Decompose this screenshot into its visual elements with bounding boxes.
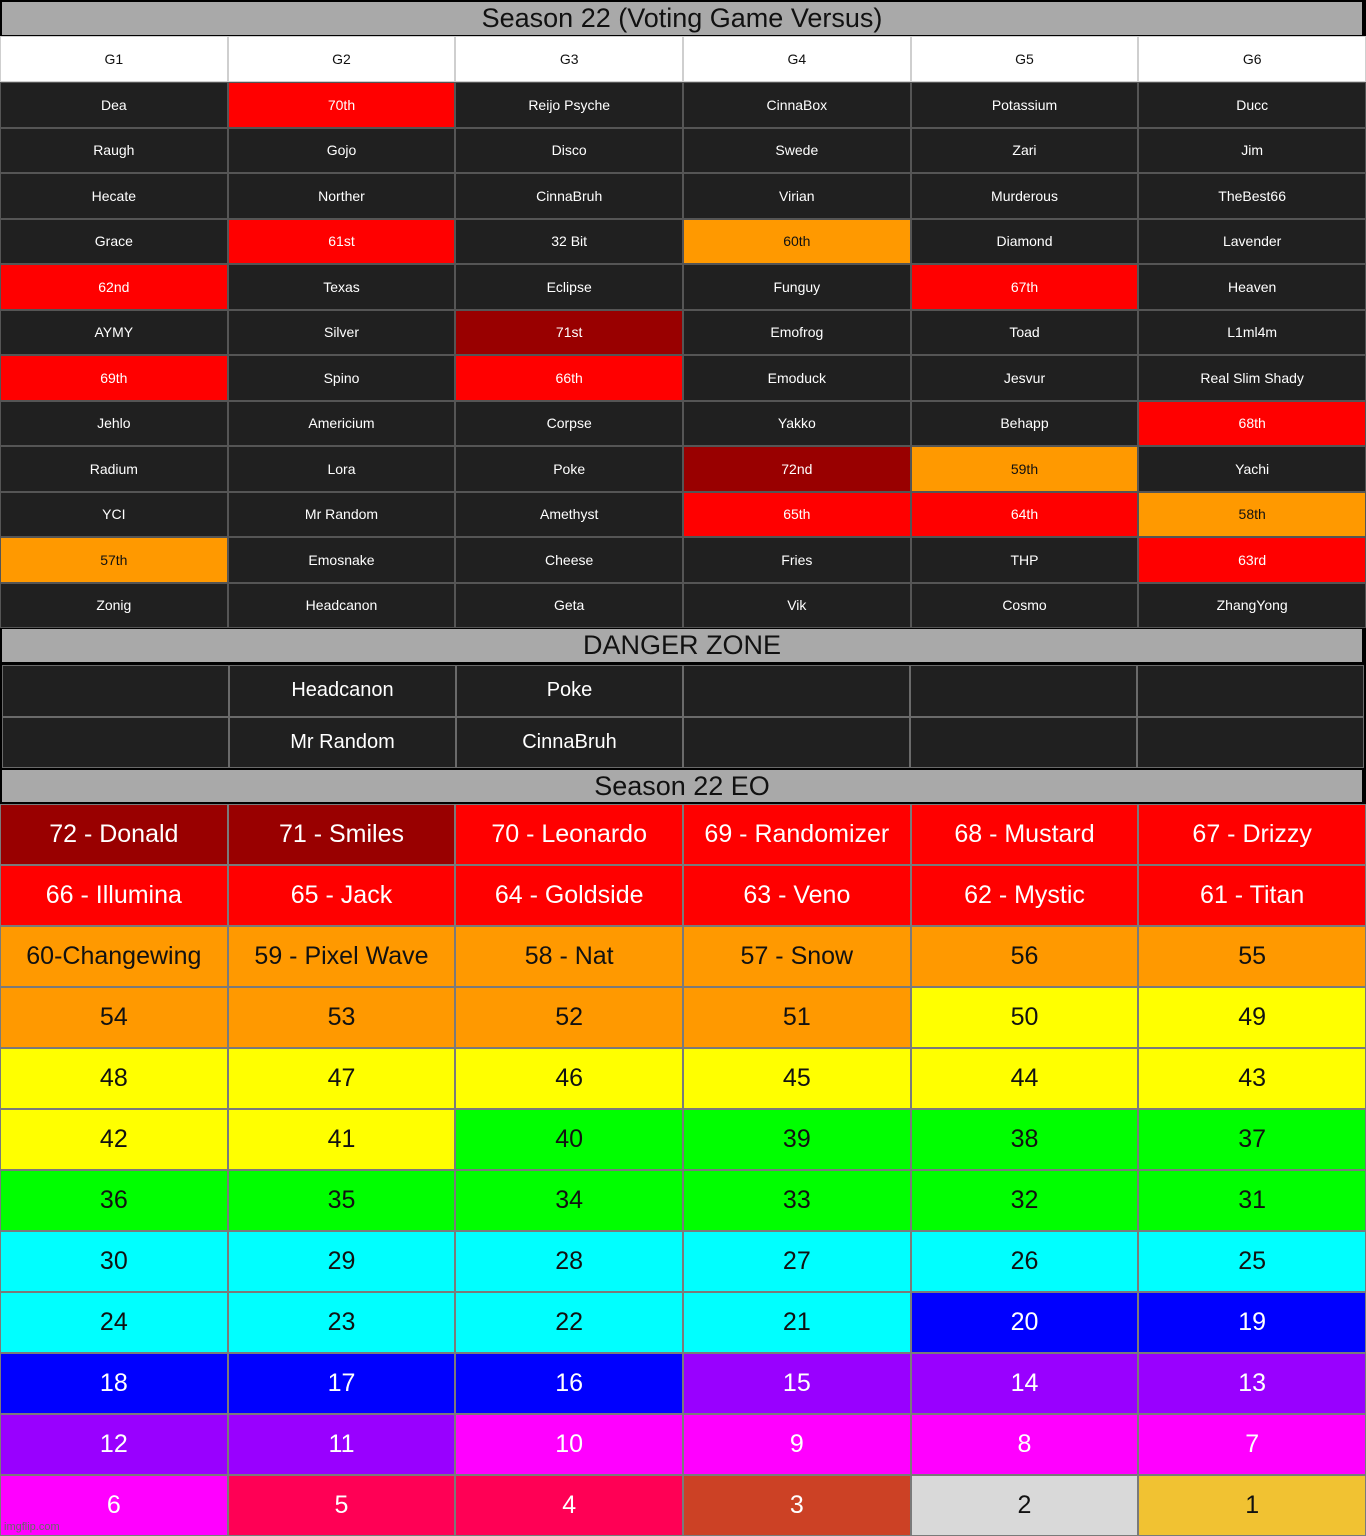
eo-cell: 15: [683, 1353, 911, 1414]
player-cell: 63rd: [1138, 537, 1366, 583]
column-header: G6: [1138, 36, 1366, 82]
eo-cell: 71 - Smiles: [228, 804, 456, 865]
player-cell: Headcanon: [228, 583, 456, 629]
eo-cell: 60-Changewing: [0, 926, 228, 987]
player-cell: Ducc: [1138, 82, 1366, 128]
player-cell: Amethyst: [455, 492, 683, 538]
column-header: G4: [683, 36, 911, 82]
player-cell: Radium: [0, 446, 228, 492]
player-cell: Fries: [683, 537, 911, 583]
player-cell: Heaven: [1138, 264, 1366, 310]
eo-cell: 51: [683, 987, 911, 1048]
player-cell: 60th: [683, 219, 911, 265]
danger-zone-cell: [683, 717, 910, 769]
eo-cell: 53: [228, 987, 456, 1048]
player-cell: Jesvur: [911, 355, 1139, 401]
danger-zone-cell: [683, 665, 910, 717]
eo-cell: 4: [455, 1475, 683, 1536]
eo-cell: 6: [0, 1475, 228, 1536]
eo-title: Season 22 EO: [1, 769, 1363, 803]
eo-cell: 63 - Veno: [683, 865, 911, 926]
player-cell: Diamond: [911, 219, 1139, 265]
eo-cell: 41: [228, 1109, 456, 1170]
eo-cell: 40: [455, 1109, 683, 1170]
eo-cell: 49: [1138, 987, 1366, 1048]
player-cell: Swede: [683, 128, 911, 174]
player-cell: 70th: [228, 82, 456, 128]
watermark: imgflip.com: [4, 1521, 60, 1533]
eo-cell: 47: [228, 1048, 456, 1109]
eo-cell: 17: [228, 1353, 456, 1414]
player-cell: Norther: [228, 173, 456, 219]
eo-table: [0, 804, 1366, 1536]
eo-cell: 21: [683, 1292, 911, 1353]
eo-cell: 58 - Nat: [455, 926, 683, 987]
eo-cell: 42: [0, 1109, 228, 1170]
player-cell: 69th: [0, 355, 228, 401]
eo-cell: 70 - Leonardo: [455, 804, 683, 865]
eo-cell: 8: [911, 1414, 1139, 1475]
eo-cell: 66 - Illumina: [0, 865, 228, 926]
player-cell: Zari: [911, 128, 1139, 174]
eo-cell: 22: [455, 1292, 683, 1353]
danger-zone-table: [2, 665, 1364, 768]
eo-cell: 44: [911, 1048, 1139, 1109]
player-cell: 66th: [455, 355, 683, 401]
column-header: G5: [911, 36, 1139, 82]
eo-cell: 9: [683, 1414, 911, 1475]
player-cell: Yachi: [1138, 446, 1366, 492]
eo-cell: 11: [228, 1414, 456, 1475]
danger-zone-cell: [2, 717, 229, 769]
eo-cell: 57 - Snow: [683, 926, 911, 987]
player-cell: THP: [911, 537, 1139, 583]
eo-cell: 68 - Mustard: [911, 804, 1139, 865]
player-cell: 59th: [911, 446, 1139, 492]
player-cell: 62nd: [0, 264, 228, 310]
player-cell: 68th: [1138, 401, 1366, 447]
player-cell: Jim: [1138, 128, 1366, 174]
eo-cell: 39: [683, 1109, 911, 1170]
column-header-row: [0, 36, 1366, 82]
eo-cell: 1: [1138, 1475, 1366, 1536]
player-cell: 64th: [911, 492, 1139, 538]
eo-cell: 29: [228, 1231, 456, 1292]
eo-cell: 55: [1138, 926, 1366, 987]
player-cell: Potassium: [911, 82, 1139, 128]
player-cell: Yakko: [683, 401, 911, 447]
eo-cell: 24: [0, 1292, 228, 1353]
player-cell: 72nd: [683, 446, 911, 492]
player-cell: Americium: [228, 401, 456, 447]
player-cell: YCI: [0, 492, 228, 538]
player-cell: Hecate: [0, 173, 228, 219]
danger-zone-cell: CinnaBruh: [456, 717, 683, 769]
player-cell: Jehlo: [0, 401, 228, 447]
danger-zone-cell: Headcanon: [229, 665, 456, 717]
eo-cell: 48: [0, 1048, 228, 1109]
eo-cell: 64 - Goldside: [455, 865, 683, 926]
danger-zone-cell: Mr Random: [229, 717, 456, 769]
eo-cell: 46: [455, 1048, 683, 1109]
player-cell: Lora: [228, 446, 456, 492]
player-cell: 61st: [228, 219, 456, 265]
player-cell: Geta: [455, 583, 683, 629]
player-cell: Virian: [683, 173, 911, 219]
eo-cell: 65 - Jack: [228, 865, 456, 926]
player-cell: Corpse: [455, 401, 683, 447]
eo-cell: 52: [455, 987, 683, 1048]
danger-zone-cell: [910, 665, 1137, 717]
danger-zone-cell: Poke: [456, 665, 683, 717]
eo-cell: 13: [1138, 1353, 1366, 1414]
eo-cell: 26: [911, 1231, 1139, 1292]
player-cell: 58th: [1138, 492, 1366, 538]
eo-cell: 69 - Randomizer: [683, 804, 911, 865]
player-cell: ZhangYong: [1138, 583, 1366, 629]
player-cell: Reijo Psyche: [455, 82, 683, 128]
player-cell: Behapp: [911, 401, 1139, 447]
eo-cell: 50: [911, 987, 1139, 1048]
player-cell: Spino: [228, 355, 456, 401]
player-cell: Silver: [228, 310, 456, 356]
player-cell: Texas: [228, 264, 456, 310]
eo-cell: 10: [455, 1414, 683, 1475]
player-cell: Gojo: [228, 128, 456, 174]
eo-cell: 20: [911, 1292, 1139, 1353]
eo-cell: 45: [683, 1048, 911, 1109]
eo-cell: 34: [455, 1170, 683, 1231]
danger-zone-cell: [1137, 665, 1364, 717]
player-cell: Funguy: [683, 264, 911, 310]
eo-cell: 32: [911, 1170, 1139, 1231]
eo-cell: 33: [683, 1170, 911, 1231]
player-cell: L1ml4m: [1138, 310, 1366, 356]
player-cell: Real Slim Shady: [1138, 355, 1366, 401]
player-cell: 67th: [911, 264, 1139, 310]
player-cell: AYMY: [0, 310, 228, 356]
eo-cell: 56: [911, 926, 1139, 987]
player-cell: Dea: [0, 82, 228, 128]
player-cell: Emoduck: [683, 355, 911, 401]
player-cell: Poke: [455, 446, 683, 492]
column-header: G1: [0, 36, 228, 82]
column-header: G2: [228, 36, 456, 82]
eo-cell: 72 - Donald: [0, 804, 228, 865]
eo-cell: 2: [911, 1475, 1139, 1536]
eo-cell: 37: [1138, 1109, 1366, 1170]
eo-cell: 27: [683, 1231, 911, 1292]
eo-cell: 30: [0, 1231, 228, 1292]
player-cell: Cheese: [455, 537, 683, 583]
page-title: Season 22 (Voting Game Versus): [1, 1, 1363, 36]
eo-cell: 3: [683, 1475, 911, 1536]
eo-cell: 67 - Drizzy: [1138, 804, 1366, 865]
eo-cell: 12: [0, 1414, 228, 1475]
player-cell: CinnaBox: [683, 82, 911, 128]
player-cell: Murderous: [911, 173, 1139, 219]
eo-cell: 31: [1138, 1170, 1366, 1231]
eo-cell: 62 - Mystic: [911, 865, 1139, 926]
danger-zone-title: DANGER ZONE: [1, 628, 1363, 663]
eo-cell: 43: [1138, 1048, 1366, 1109]
eo-cell: 38: [911, 1109, 1139, 1170]
eo-cell: 7: [1138, 1414, 1366, 1475]
player-cell: Eclipse: [455, 264, 683, 310]
player-cell: CinnaBruh: [455, 173, 683, 219]
player-cell: Zonig: [0, 583, 228, 629]
player-cell: Cosmo: [911, 583, 1139, 629]
eo-cell: 61 - Titan: [1138, 865, 1366, 926]
eo-cell: 54: [0, 987, 228, 1048]
player-cell: 32 Bit: [455, 219, 683, 265]
player-cell: Mr Random: [228, 492, 456, 538]
eo-cell: 5: [228, 1475, 456, 1536]
eo-cell: 25: [1138, 1231, 1366, 1292]
eo-cell: 16: [455, 1353, 683, 1414]
player-cell: 71st: [455, 310, 683, 356]
eo-cell: 18: [0, 1353, 228, 1414]
column-header: G3: [455, 36, 683, 82]
eo-cell: 14: [911, 1353, 1139, 1414]
player-cell: Lavender: [1138, 219, 1366, 265]
danger-zone-cell: [2, 665, 229, 717]
danger-zone-cell: [1137, 717, 1364, 769]
eo-cell: 19: [1138, 1292, 1366, 1353]
eo-cell: 28: [455, 1231, 683, 1292]
player-cell: Disco: [455, 128, 683, 174]
danger-zone-cell: [910, 717, 1137, 769]
player-cell: TheBest66: [1138, 173, 1366, 219]
eo-cell: 36: [0, 1170, 228, 1231]
eo-cell: 59 - Pixel Wave: [228, 926, 456, 987]
eo-cell: 23: [228, 1292, 456, 1353]
player-cell: 57th: [0, 537, 228, 583]
players-table: [0, 82, 1366, 628]
player-cell: Emofrog: [683, 310, 911, 356]
player-cell: 65th: [683, 492, 911, 538]
player-cell: Raugh: [0, 128, 228, 174]
eo-cell: 35: [228, 1170, 456, 1231]
player-cell: Toad: [911, 310, 1139, 356]
player-cell: Grace: [0, 219, 228, 265]
player-cell: Emosnake: [228, 537, 456, 583]
player-cell: Vik: [683, 583, 911, 629]
